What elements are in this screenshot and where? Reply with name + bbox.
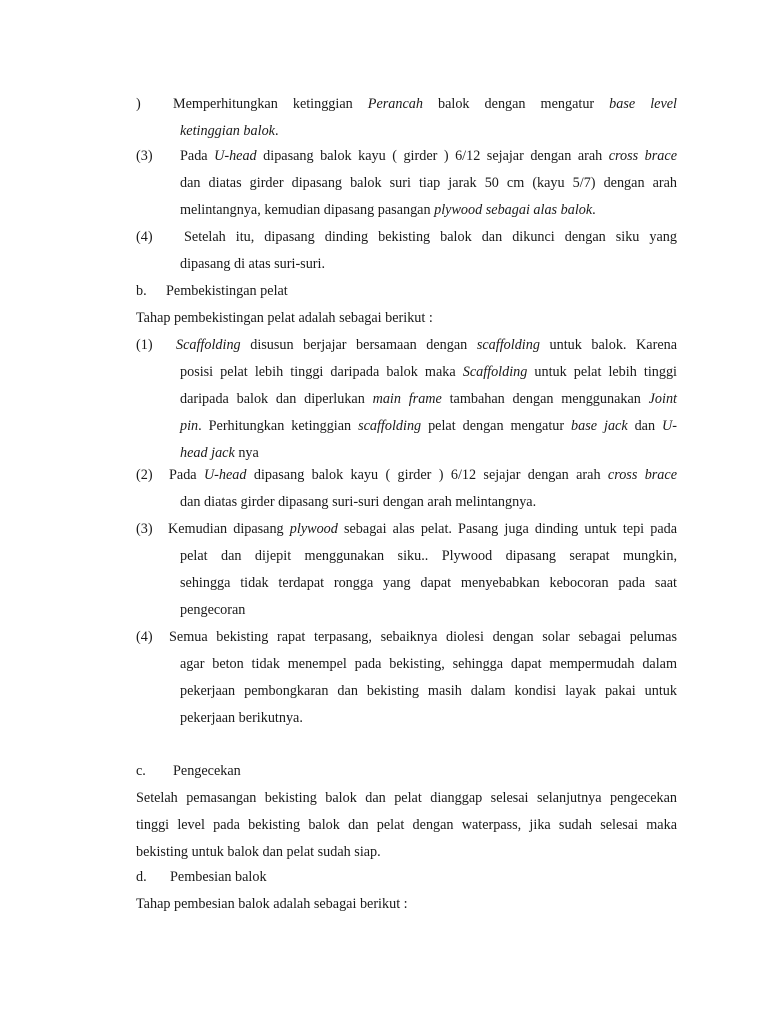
text-run: Memperhitungkan ketinggian bbox=[173, 96, 368, 112]
text-run: dipasang di atas suri-suri. bbox=[180, 256, 325, 272]
text-line bbox=[0, 226, 768, 248]
text-run: dan diatas girder dipasang suri-suri dengan arah melintangnya. bbox=[180, 494, 537, 510]
text-run: tambahan dengan menggunakan bbox=[441, 391, 649, 407]
line-text bbox=[180, 653, 677, 675]
text-line bbox=[0, 415, 768, 437]
line-text bbox=[173, 93, 677, 115]
text-run: disusun berjajar bersamaan dengan bbox=[240, 337, 477, 353]
italic-term: cross brace bbox=[608, 148, 677, 164]
text-run: sehingga tidak terdapat rongga yang dapat menyebabkan kebocoran pada saat bbox=[180, 575, 677, 591]
line-text bbox=[180, 442, 259, 464]
text-line bbox=[0, 280, 768, 302]
text-run: sebagai alas pelat. Pasang juga dinding untuk tepi pada bbox=[337, 521, 678, 537]
text-run: pekerjaan pembongkaran dan bekisting masih dalam kondisi layak pakai untuk bbox=[180, 683, 677, 699]
text-line bbox=[0, 307, 768, 329]
line-text bbox=[169, 464, 677, 486]
text-line bbox=[0, 361, 768, 383]
item-marker: d. bbox=[136, 869, 147, 885]
italic-term: head bbox=[180, 445, 208, 461]
italic-term: cross brace bbox=[607, 467, 677, 483]
text-line bbox=[0, 145, 768, 167]
text-line bbox=[0, 572, 768, 594]
text-run: dipasang balok kayu ( girder ) 6/12 sejajar dengan arah bbox=[246, 467, 608, 483]
italic-term: pin bbox=[180, 418, 199, 434]
italic-term: Scaffolding bbox=[176, 337, 241, 353]
text-line bbox=[0, 787, 768, 809]
line-text bbox=[169, 626, 677, 648]
italic-term: U-head bbox=[214, 148, 257, 164]
italic-term: base level bbox=[609, 96, 677, 112]
line-text bbox=[184, 226, 677, 248]
italic-term: jack bbox=[211, 445, 235, 461]
line-text bbox=[176, 334, 677, 356]
item-marker: (3) bbox=[136, 521, 153, 537]
text-line bbox=[0, 491, 768, 513]
italic-term: scaffolding bbox=[358, 418, 422, 434]
item-marker: ) bbox=[136, 96, 141, 112]
text-line bbox=[0, 93, 768, 115]
italic-term: plywood bbox=[289, 521, 338, 537]
text-run: pengecoran bbox=[180, 602, 246, 618]
text-run: dan bbox=[627, 418, 663, 434]
text-line bbox=[0, 120, 768, 142]
item-marker: (4) bbox=[136, 629, 153, 645]
text-run: Pada bbox=[169, 467, 204, 483]
text-run: Semua bekisting rapat terpasang, sebaiknya diolesi dengan solar sebagai pelumas bbox=[169, 629, 677, 645]
text-run: pelat dan dijepit menggunakan siku.. Plywood dipasang serapat mungkin, bbox=[180, 548, 677, 564]
text-line bbox=[0, 464, 768, 486]
text-run: Tahap pembesian balok adalah sebagai berikut : bbox=[136, 896, 408, 912]
text-line bbox=[0, 545, 768, 567]
text-line bbox=[0, 253, 768, 275]
text-run: . Perhitungkan ketinggian bbox=[198, 418, 359, 434]
text-line bbox=[0, 653, 768, 675]
text-run: pelat dengan mengatur bbox=[421, 418, 572, 434]
item-marker: (3) bbox=[136, 148, 153, 164]
text-run: Pengecekan bbox=[173, 763, 241, 779]
line-text bbox=[180, 545, 677, 567]
text-line bbox=[0, 626, 768, 648]
text-run: untuk balok. Karena bbox=[539, 337, 678, 353]
text-run: dan diatas girder dipasang balok suri tiap jarak 50 cm (kayu 5/7) dengan arah bbox=[180, 175, 677, 191]
line-text bbox=[170, 866, 267, 888]
text-line bbox=[0, 388, 768, 410]
text-run: Pembekistingan pelat bbox=[166, 283, 288, 299]
line-text bbox=[180, 491, 536, 513]
italic-term: main frame bbox=[372, 391, 442, 407]
item-marker: c. bbox=[136, 763, 146, 779]
text-run: dipasang balok kayu ( girder ) 6/12 sejajar dengan arah bbox=[256, 148, 609, 164]
text-run: Pada bbox=[180, 148, 215, 164]
italic-term: U-head bbox=[203, 467, 247, 483]
item-marker: (1) bbox=[136, 337, 153, 353]
item-marker: b. bbox=[136, 283, 147, 299]
text-run: untuk pelat lebih tinggi bbox=[527, 364, 677, 380]
text-run: posisi pelat lebih tinggi daripada balok maka bbox=[180, 364, 463, 380]
text-run: . bbox=[274, 123, 279, 139]
italic-term: U- bbox=[662, 418, 678, 434]
line-text bbox=[180, 361, 677, 383]
text-run: nya bbox=[234, 445, 259, 461]
text-run: Setelah itu, dipasang dinding bekisting balok dan dikunci dengan siku yang bbox=[184, 229, 677, 245]
text-line bbox=[0, 680, 768, 702]
line-text bbox=[180, 707, 303, 729]
italic-term: base jack bbox=[571, 418, 628, 434]
item-marker: (2) bbox=[136, 467, 153, 483]
text-run: Kemudian dipasang bbox=[168, 521, 290, 537]
line-text bbox=[173, 760, 241, 782]
italic-term: plywood sebagai alas balok bbox=[434, 202, 593, 218]
text-line bbox=[0, 199, 768, 221]
text-line bbox=[0, 814, 768, 836]
text-run: daripada balok dan diperlukan bbox=[180, 391, 373, 407]
text-line bbox=[0, 334, 768, 356]
italic-term: ketinggian balok bbox=[180, 123, 275, 139]
line-text bbox=[180, 145, 677, 167]
text-line bbox=[0, 172, 768, 194]
line-text bbox=[180, 253, 325, 275]
line-text bbox=[180, 415, 677, 437]
text-line bbox=[0, 518, 768, 540]
line-text bbox=[166, 280, 288, 302]
line-text bbox=[180, 120, 279, 142]
line-text bbox=[180, 388, 677, 410]
line-text bbox=[180, 599, 245, 621]
text-line bbox=[0, 841, 768, 863]
line-text bbox=[180, 680, 677, 702]
line-text bbox=[136, 307, 433, 329]
item-marker: (4) bbox=[136, 229, 153, 245]
italic-term: Scaffolding bbox=[462, 364, 528, 380]
italic-term: Joint bbox=[648, 391, 677, 407]
text-run: bekisting untuk balok dan pelat sudah siap. bbox=[136, 844, 381, 860]
italic-term: scaffolding bbox=[476, 337, 540, 353]
text-run: pekerjaan berikutnya. bbox=[180, 710, 303, 726]
text-line bbox=[0, 599, 768, 621]
line-text bbox=[168, 518, 677, 540]
text-run: Setelah pemasangan bekisting balok dan pelat dianggap selesai selanjutnya pengecekan bbox=[136, 790, 677, 806]
text-line bbox=[0, 442, 768, 464]
line-text bbox=[180, 172, 677, 194]
text-run: agar beton tidak menempel pada bekisting, sehingga dapat mempermudah dalam bbox=[180, 656, 677, 672]
text-run: balok dengan mengatur bbox=[422, 96, 610, 112]
text-run: tinggi level pada bekisting balok dan pelat dengan waterpass, jika sudah selesai maka bbox=[136, 817, 677, 833]
line-text bbox=[136, 893, 408, 915]
text-run: Pembesian balok bbox=[170, 869, 267, 885]
line-text bbox=[136, 814, 677, 836]
line-text bbox=[136, 841, 381, 863]
text-line bbox=[0, 760, 768, 782]
line-text bbox=[136, 787, 677, 809]
text-line bbox=[0, 707, 768, 729]
text-line bbox=[0, 866, 768, 888]
line-text bbox=[180, 199, 596, 221]
italic-term: Perancah bbox=[367, 96, 423, 112]
text-line bbox=[0, 893, 768, 915]
text-run: . bbox=[592, 202, 596, 218]
line-text bbox=[180, 572, 677, 594]
text-run: melintangnya, kemudian dipasang pasangan bbox=[180, 202, 435, 218]
text-run: Tahap pembekistingan pelat adalah sebagai berikut : bbox=[136, 310, 433, 326]
